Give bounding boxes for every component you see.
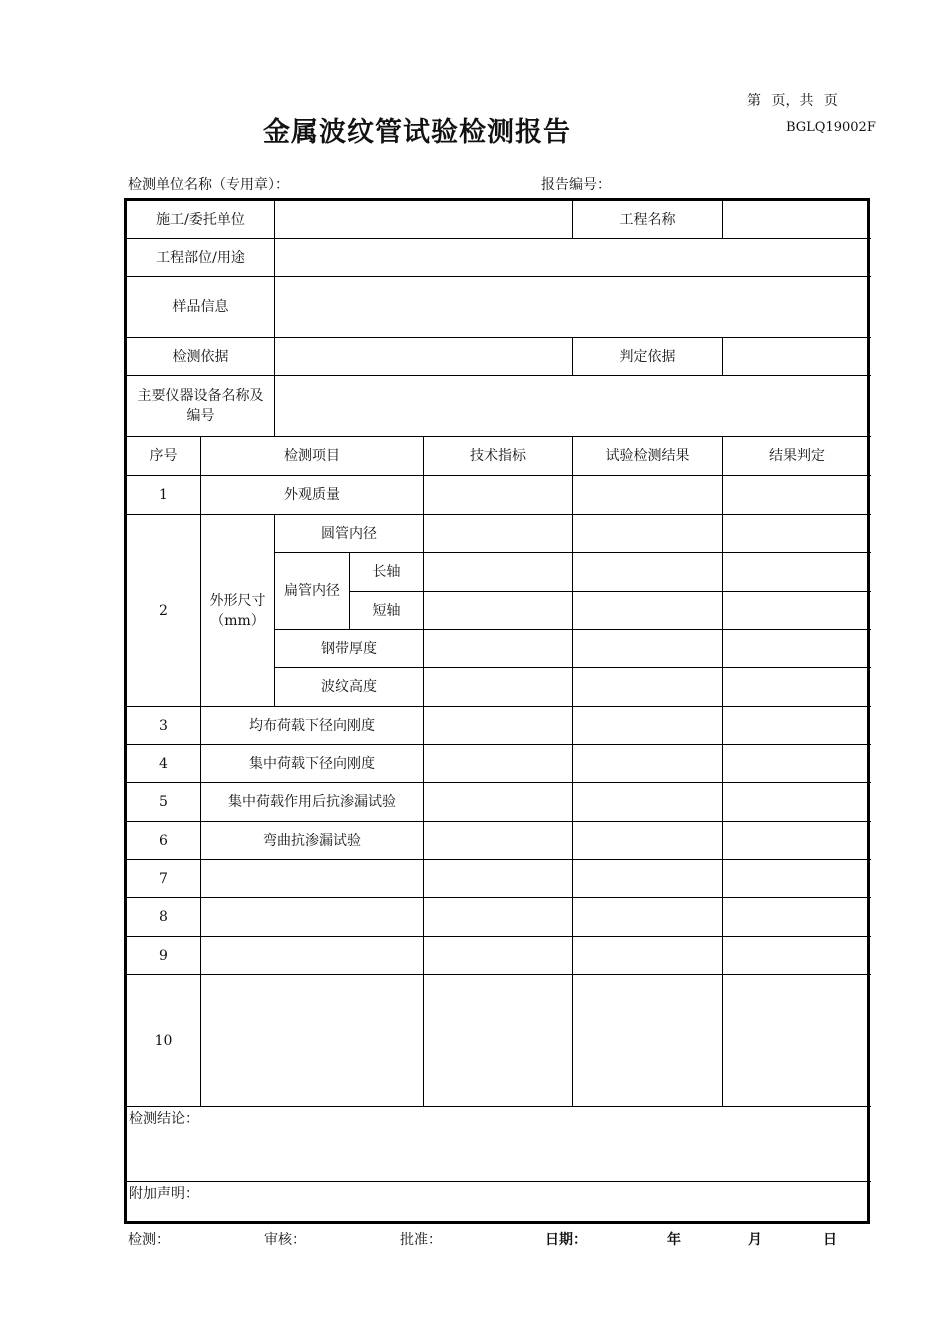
col-header-item: 检测项目	[201, 437, 424, 476]
judgement-cell[interactable]	[723, 630, 871, 668]
test-item: 外观质量	[201, 476, 424, 515]
location-label: 工程部位/用途	[127, 239, 275, 277]
spec-cell[interactable]	[424, 476, 573, 515]
judgement-cell[interactable]	[723, 707, 871, 745]
judgement-cell[interactable]	[723, 822, 871, 860]
project-name-label: 工程名称	[573, 201, 723, 239]
judgement-cell[interactable]	[723, 515, 871, 553]
col-header-judgement: 结果判定	[723, 437, 871, 476]
test-item: 集中荷载作用后抗渗漏试验	[201, 783, 424, 822]
result-cell[interactable]	[573, 745, 723, 783]
equipment-label	[127, 376, 275, 437]
judgement-cell[interactable]	[723, 783, 871, 822]
spec-cell[interactable]	[424, 822, 573, 860]
row-number: 10	[127, 975, 201, 1107]
result-cell[interactable]	[573, 822, 723, 860]
row-number: 1	[127, 476, 201, 515]
test-item[interactable]	[201, 860, 424, 898]
statement-label: 附加声明：	[129, 1186, 199, 1202]
test-item: 扁管内径	[275, 553, 350, 630]
equipment-label-line-1: 主要仪器设备名称及	[137, 388, 264, 404]
result-cell[interactable]	[573, 553, 723, 592]
approver-label: 批准：	[400, 1232, 442, 1248]
judgement-cell[interactable]	[723, 860, 871, 898]
row-number: 2	[127, 515, 201, 707]
result-cell[interactable]	[573, 898, 723, 937]
col-header-spec: 技术指标	[424, 437, 573, 476]
result-cell[interactable]	[573, 592, 723, 630]
test-item: 波纹高度	[275, 668, 424, 707]
col-header-no: 序号	[127, 437, 201, 476]
date-label: 日期：	[545, 1232, 587, 1248]
spec-cell[interactable]	[424, 515, 573, 553]
test-basis-label: 检测依据	[127, 338, 275, 376]
row-number: 5	[127, 783, 201, 822]
report-table	[124, 198, 870, 1224]
judgement-cell[interactable]	[723, 476, 871, 515]
spec-cell[interactable]	[424, 668, 573, 707]
row-number: 4	[127, 745, 201, 783]
test-basis-field[interactable]	[275, 338, 573, 376]
judgement-cell[interactable]	[723, 937, 871, 975]
spec-cell[interactable]	[424, 860, 573, 898]
judgement-cell[interactable]	[723, 668, 871, 707]
col-header-result: 试验检测结果	[573, 437, 723, 476]
test-item[interactable]	[201, 937, 424, 975]
sample-info-field[interactable]	[275, 277, 871, 338]
judgement-cell[interactable]	[723, 898, 871, 937]
form-code: BGLQ19002F	[786, 120, 876, 135]
spec-cell[interactable]	[424, 783, 573, 822]
spec-cell[interactable]	[424, 745, 573, 783]
result-cell[interactable]	[573, 937, 723, 975]
statement-section[interactable]	[127, 1182, 871, 1221]
dimension-group-title: 外形尺寸	[209, 592, 266, 609]
row-number: 8	[127, 898, 201, 937]
test-item: 弯曲抗渗漏试验	[201, 822, 424, 860]
result-cell[interactable]	[573, 707, 723, 745]
judgement-cell[interactable]	[723, 553, 871, 592]
page-number: 第 页，共 页	[747, 93, 838, 109]
judgement-basis-label: 判定依据	[573, 338, 723, 376]
test-item[interactable]	[201, 975, 424, 1107]
spec-cell[interactable]	[424, 898, 573, 937]
row-number: 6	[127, 822, 201, 860]
judgement-cell[interactable]	[723, 592, 871, 630]
judgement-cell[interactable]	[723, 975, 871, 1107]
report-number-label: 报告编号：	[541, 177, 611, 193]
equipment-label-line-2: 编号	[186, 408, 215, 424]
dimension-group-unit: （mm）	[210, 612, 265, 629]
spec-cell[interactable]	[424, 630, 573, 668]
test-item[interactable]	[201, 898, 424, 937]
row-number: 7	[127, 860, 201, 898]
page-title: 金属波纹管试验检测报告	[263, 117, 571, 148]
day-label: 日	[823, 1232, 837, 1248]
sample-info-label: 样品信息	[127, 277, 275, 338]
row-number: 9	[127, 937, 201, 975]
project-name-field[interactable]	[723, 201, 871, 239]
spec-cell[interactable]	[424, 975, 573, 1107]
client-field[interactable]	[275, 201, 573, 239]
test-subitem: 短轴	[350, 592, 424, 630]
result-cell[interactable]	[573, 515, 723, 553]
result-cell[interactable]	[573, 668, 723, 707]
spec-cell[interactable]	[424, 937, 573, 975]
dimension-group-label	[201, 515, 275, 707]
equipment-field[interactable]	[275, 376, 871, 437]
test-subitem: 长轴	[350, 553, 424, 592]
result-cell[interactable]	[573, 975, 723, 1107]
conclusion-section[interactable]	[127, 1107, 871, 1182]
test-item: 集中荷载下径向刚度	[201, 745, 424, 783]
spec-cell[interactable]	[424, 592, 573, 630]
test-item: 均布荷载下径向刚度	[201, 707, 424, 745]
spec-cell[interactable]	[424, 553, 573, 592]
judgement-cell[interactable]	[723, 745, 871, 783]
result-cell[interactable]	[573, 476, 723, 515]
test-item: 圆管内径	[275, 515, 424, 553]
year-label: 年	[667, 1232, 681, 1248]
month-label: 月	[748, 1232, 762, 1248]
client-label: 施工/委托单位	[127, 201, 275, 239]
conclusion-label: 检测结论：	[129, 1111, 199, 1127]
testing-unit-label: 检测单位名称（专用章）：	[128, 177, 289, 193]
test-item: 钢带厚度	[275, 630, 424, 668]
tester-label: 检测：	[128, 1232, 170, 1248]
reviewer-label: 审核：	[264, 1232, 306, 1248]
judgement-basis-field[interactable]	[723, 338, 871, 376]
spec-cell[interactable]	[424, 707, 573, 745]
location-field[interactable]	[275, 239, 871, 277]
result-cell[interactable]	[573, 630, 723, 668]
result-cell[interactable]	[573, 860, 723, 898]
row-number: 3	[127, 707, 201, 745]
result-cell[interactable]	[573, 783, 723, 822]
